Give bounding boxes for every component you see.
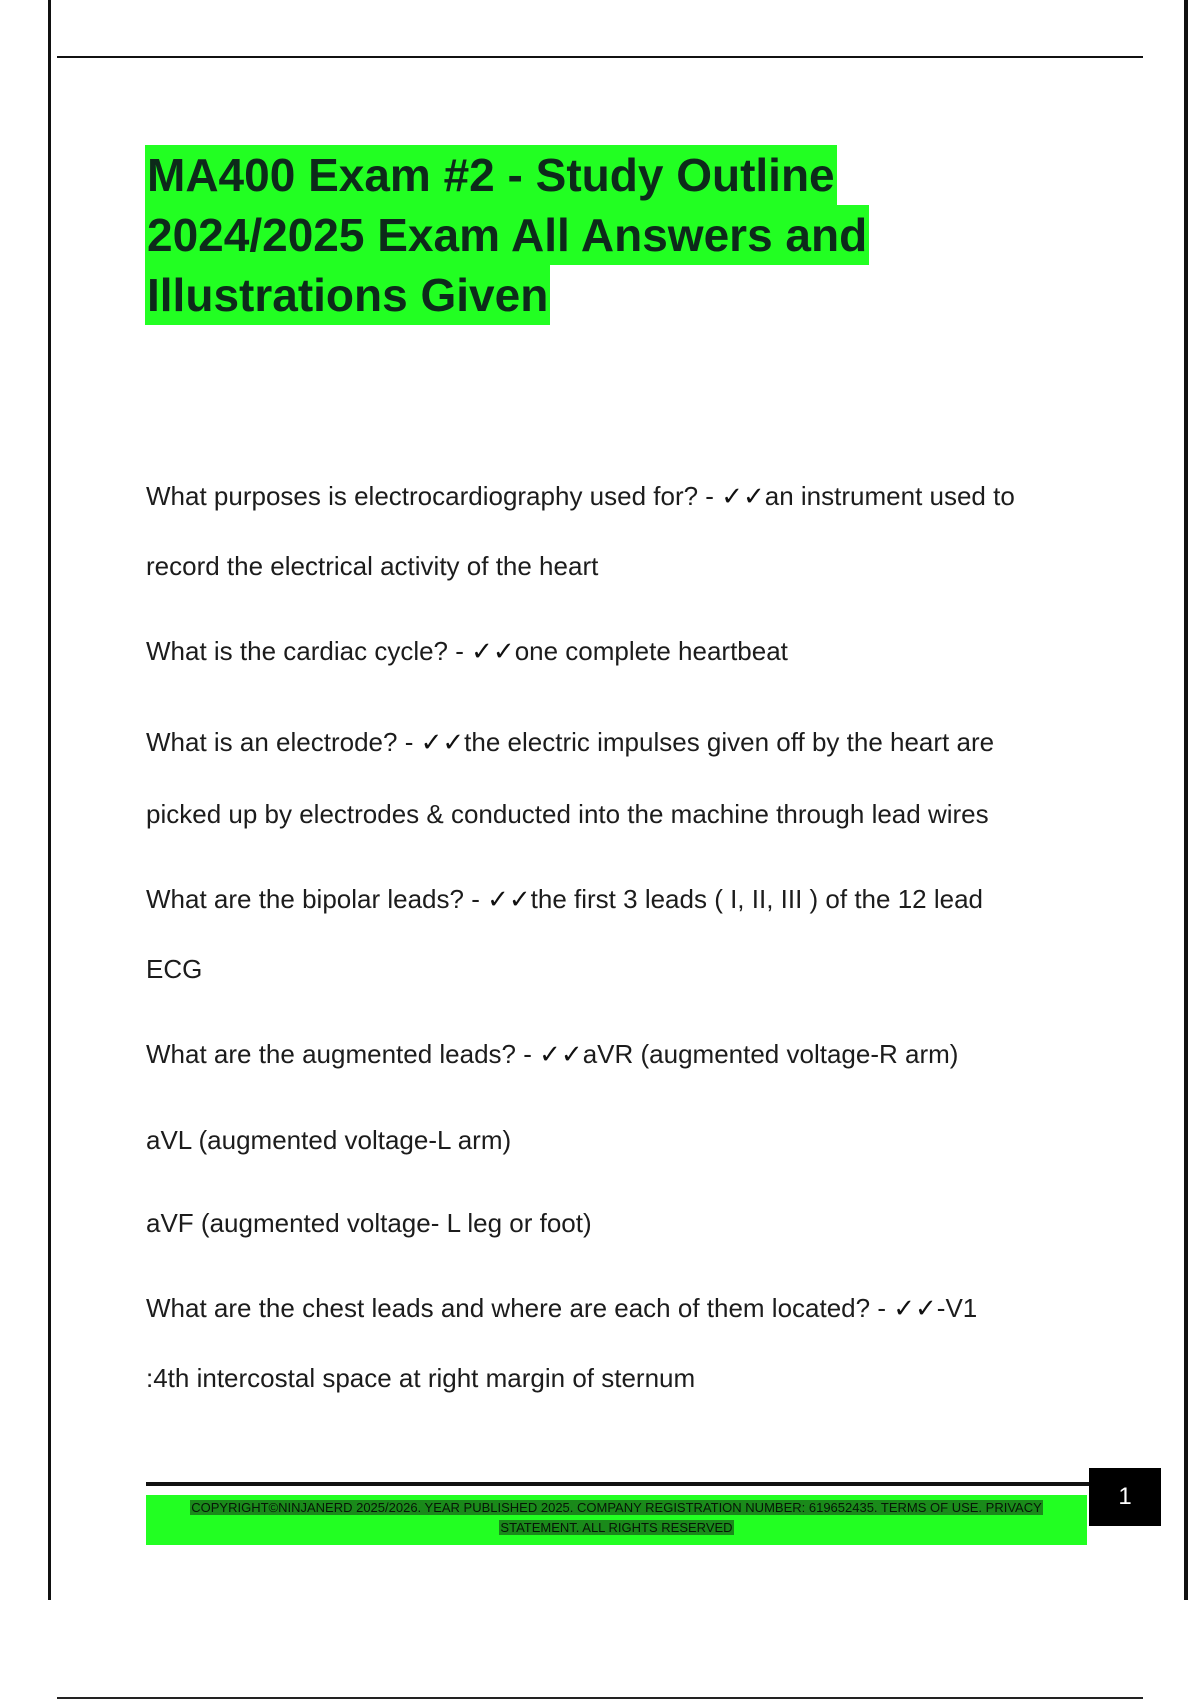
document-title	[145, 145, 1045, 325]
question-text: What is the cardiac cycle? -	[146, 636, 472, 666]
next-page-rule	[57, 1697, 1143, 1699]
answer-text: ECG	[146, 954, 203, 984]
answer-text: aVL (augmented voltage-L arm)	[146, 1125, 512, 1155]
answer-text: :4th intercostal space at right margin of sternum	[146, 1363, 696, 1393]
double-check-icon: ✓✓	[420, 728, 465, 758]
qa-line	[146, 480, 1015, 513]
double-check-icon: ✓✓	[721, 482, 765, 512]
answer-text: record the electrical activity of the heart	[146, 551, 599, 581]
qa-line	[146, 635, 788, 668]
question-text: What purposes is electrocardiography used for? -	[146, 481, 722, 511]
page-border-right	[1184, 0, 1188, 1600]
answer-text: aVR (augmented voltage-R arm)	[582, 1039, 959, 1069]
copyright-line-1: COPYRIGHT©NINJANERD 2025/2026. YEAR PUBLISHED 2025. COMPANY REGISTRATION NUMBER: 619652435. TERMS OF USE. PRIVACY	[191, 1500, 1042, 1515]
double-check-icon: ✓✓	[487, 885, 531, 915]
question-text: What are the bipolar leads? -	[146, 884, 488, 914]
title-line-2: 2024/2025 Exam All Answers and	[145, 205, 869, 265]
answer-text: an instrument used to	[764, 481, 1015, 511]
double-check-icon: ✓✓	[893, 1294, 937, 1324]
copyright-footer	[146, 1495, 1087, 1545]
answer-text: the electric impulses given off by the heart are	[464, 727, 995, 757]
qa-line	[146, 1038, 958, 1071]
qa-line	[146, 953, 202, 985]
qa-line	[146, 726, 994, 759]
qa-line	[146, 1362, 695, 1394]
question-text: What are the augmented leads? -	[146, 1039, 540, 1069]
qa-line	[146, 1124, 511, 1156]
answer-text: picked up by electrodes & conducted into the machine through lead wires	[146, 799, 989, 829]
qa-line	[146, 550, 598, 582]
answer-text: aVF (augmented voltage- L leg or foot)	[146, 1208, 592, 1238]
page-border-left	[48, 0, 51, 1600]
answer-text: one complete heartbeat	[514, 636, 788, 666]
answer-text: -V1	[936, 1293, 978, 1323]
qa-line	[146, 798, 989, 830]
double-check-icon: ✓✓	[539, 1040, 583, 1070]
copyright-line-2: STATEMENT. ALL RIGHTS RESERVED	[500, 1520, 733, 1535]
title-line-1: MA400 Exam #2 - Study Outline	[145, 145, 837, 205]
page-number: 1	[1089, 1468, 1161, 1526]
double-check-icon: ✓✓	[471, 637, 515, 667]
header-rule	[57, 56, 1143, 58]
question-text: What are the chest leads and where are each of them located? -	[146, 1293, 894, 1323]
qa-line	[146, 1292, 977, 1325]
answer-text: the first 3 leads ( I, II, III ) of the 12 lead	[530, 884, 983, 914]
title-line-3: Illustrations Given	[145, 265, 550, 325]
qa-line	[146, 883, 983, 916]
footer-rule	[146, 1482, 1089, 1486]
qa-line	[146, 1207, 592, 1239]
question-text: What is an electrode? -	[146, 727, 421, 757]
